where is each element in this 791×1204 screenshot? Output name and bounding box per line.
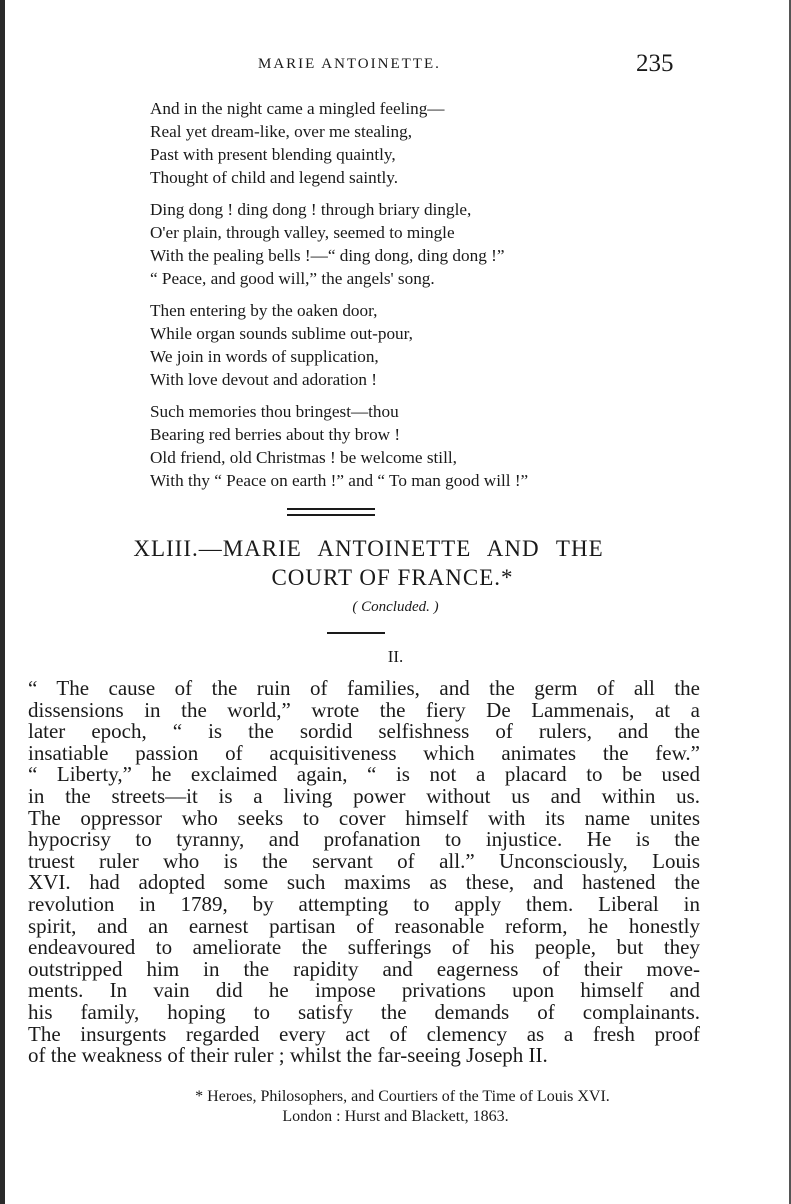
poem-line: And in the night came a mingled feeling— bbox=[150, 99, 445, 118]
running-title: MARIE ANTOINETTE. bbox=[258, 56, 441, 72]
double-rule-divider bbox=[287, 508, 375, 517]
chapter-subtitle: ( Concluded. ) bbox=[352, 599, 439, 615]
body-line: truest ruler who is the servant of all.” Unconsciously, Louis bbox=[28, 848, 700, 873]
poem-line: Then entering by the oaken door, bbox=[150, 301, 378, 320]
single-rule-divider bbox=[327, 632, 385, 634]
poem-line: “ Peace, and good will,” the angels' song. bbox=[150, 269, 435, 288]
body-line: “ The cause of the ruin of families, and the germ of all the bbox=[28, 676, 700, 700]
running-head bbox=[0, 50, 791, 86]
poem-line: Bearing red berries about thy brow ! bbox=[150, 425, 401, 444]
body-line: The insurgents regarded every act of clemency as a fresh proof bbox=[28, 1021, 700, 1046]
body-line: The oppressor who seeks to cover himself with its name unites bbox=[28, 805, 700, 830]
body-line: XVI. had adopted some such maxims as these, and hastened the bbox=[28, 870, 700, 895]
body-line: of the weakness of their ruler ; whilst the far-seeing Joseph II. bbox=[28, 1043, 548, 1068]
section-number: II. bbox=[387, 647, 404, 666]
body-line: hypocrisy to tyranny, and profanation to injustice. He is the bbox=[28, 827, 700, 852]
footnote-line: * Heroes, Philosophers, and Courtiers of the Time of Louis XVI. bbox=[195, 1088, 610, 1105]
page-number: 235 bbox=[636, 50, 674, 77]
poem-line: While organ sounds sublime out-pour, bbox=[150, 324, 413, 343]
footnote-line: London : Hurst and Blackett, 1863. bbox=[282, 1108, 509, 1125]
poem-line: With thy “ Peace on earth !” and “ To man good will !” bbox=[150, 471, 529, 490]
body-paragraph bbox=[28, 678, 700, 1067]
body-line: outstripped him in the rapidity and eagerness of their move- bbox=[28, 956, 700, 981]
poem-line: Past with present blending quaintly, bbox=[150, 145, 396, 164]
chapter-title-line-2: COURT OF FRANCE.* bbox=[271, 565, 514, 590]
body-line: in the streets—it is a living power without us and within us. bbox=[28, 783, 700, 808]
poem-stanza bbox=[150, 97, 710, 189]
poem-line: With the pealing bells !—“ ding dong, ding dong !” bbox=[150, 246, 505, 265]
body-line: dissensions in the world,” wrote the fiery De Lammenais, at a bbox=[28, 697, 700, 722]
chapter-title-line-1: XLIII.—MARIE ANTOINETTE AND THE bbox=[133, 536, 604, 561]
body-line: “ Liberty,” he exclaimed again, “ is not a placard to be used bbox=[28, 762, 700, 787]
poem bbox=[150, 97, 710, 501]
poem-stanza bbox=[150, 198, 710, 290]
body-line: insatiable passion of acquisitiveness which animates the few.” bbox=[28, 740, 700, 765]
body-line: spirit, and an earnest partisan of reasonable reform, he honestly bbox=[28, 913, 700, 938]
poem-line: Thought of child and legend saintly. bbox=[150, 168, 399, 187]
poem-line: Real yet dream-like, over me stealing, bbox=[150, 122, 413, 141]
poem-line: Such memories thou bringest—thou bbox=[150, 402, 399, 421]
poem-line: O'er plain, through valley, seemed to mingle bbox=[150, 223, 455, 242]
body-line: ments. In vain did he impose privations upon himself and bbox=[28, 978, 700, 1003]
footnote bbox=[0, 1087, 791, 1127]
poem-line: With love devout and adoration ! bbox=[150, 370, 377, 389]
body-line: his family, hoping to satisfy the demands of complainants. bbox=[28, 999, 700, 1024]
poem-stanza bbox=[150, 299, 710, 391]
body-line: later epoch, “ is the sordid selfishness of rulers, and the bbox=[28, 719, 700, 744]
body-line: revolution in 1789, by attempting to apply them. Liberal in bbox=[28, 891, 700, 916]
poem-line: Ding dong ! ding dong ! through briary dingle, bbox=[150, 200, 472, 219]
body-line: endeavoured to ameliorate the sufferings of his people, but they bbox=[28, 935, 700, 960]
poem-stanza bbox=[150, 400, 710, 492]
poem-line: We join in words of supplication, bbox=[150, 347, 379, 366]
poem-line: Old friend, old Christmas ! be welcome still, bbox=[150, 448, 457, 467]
